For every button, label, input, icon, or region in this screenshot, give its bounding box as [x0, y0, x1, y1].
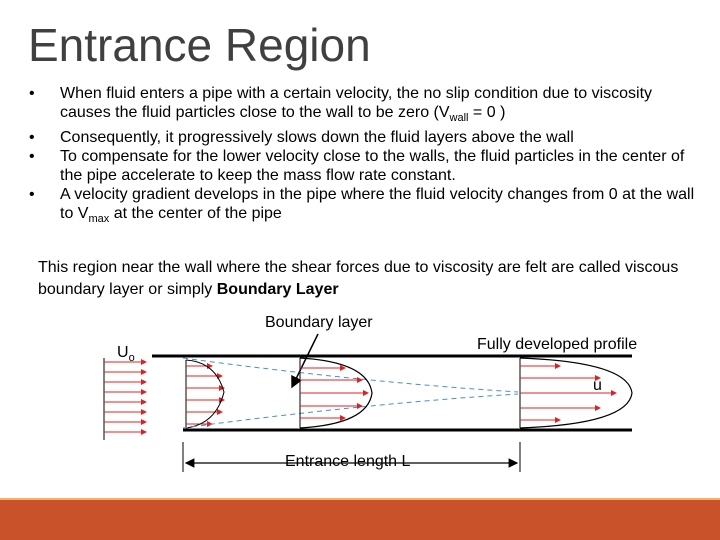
pipe-flow-diagram [0, 300, 720, 490]
bullet-item [26, 147, 706, 185]
slide-title: Entrance Region [28, 19, 371, 71]
fully-developed-profile [520, 358, 632, 428]
footer-bar [0, 500, 720, 540]
bullet-symbol: • [29, 186, 35, 204]
bullet-text-tail: = 0 ) [468, 104, 506, 121]
developing-profile-entrance [186, 360, 224, 428]
paragraph-text: This region near the wall where the shear forces due to viscosity are felt are called viscous boundary layer or simply [38, 259, 679, 298]
inlet-uniform-profile [104, 358, 146, 440]
inlet-velocity-sub: o [128, 352, 135, 364]
bullet-item [26, 84, 706, 128]
bullet-text: To compensate for the lower velocity close to the walls, the fluid particles in the center of the pipe accelerate to keep the mass flow rate constant. [60, 148, 685, 185]
boundary-layer-upper-curve [183, 358, 518, 392]
bullet-list [26, 84, 706, 229]
bullet-item [26, 128, 706, 147]
bullet-symbol: • [29, 85, 35, 102]
bullet-text: Consequently, it progressively slows down the fluid layers above the wall [60, 129, 574, 147]
bullet-text: A velocity gradient develops in the pipe where the fluid velocity changes from 0 at the wall to V [60, 186, 695, 223]
pipe-flow-svg [0, 300, 720, 490]
bullet-text-tail: at the center of the pipe [109, 205, 282, 223]
inlet-velocity-label [117, 344, 135, 364]
bullet-item [26, 185, 706, 229]
boundary-layer-label: Boundary layer [265, 314, 373, 331]
entrance-length-label: Entrance length L [285, 453, 411, 470]
boundary-layer-lower-curve [183, 394, 518, 428]
outlet-velocity-label: u [593, 377, 602, 394]
boundary-layer-paragraph [38, 257, 708, 301]
bullet-text: When fluid enters a pipe with a certain velocity, the no slip condition due to viscosity causes the fluid particles close to the wall to be zero (V [60, 85, 653, 121]
bullet-subscript: max [88, 213, 110, 226]
fully-developed-label: Fully developed profile [477, 336, 638, 353]
developing-profile-middle [300, 358, 372, 428]
boundary-layer-pointer [292, 334, 318, 387]
inlet-velocity-main: U [117, 344, 129, 361]
paragraph-bold-term: Boundary Layer [216, 281, 339, 298]
bullet-subscript: wall [449, 112, 469, 125]
bullet-symbol: • [29, 148, 35, 166]
bullet-symbol: • [29, 129, 35, 147]
